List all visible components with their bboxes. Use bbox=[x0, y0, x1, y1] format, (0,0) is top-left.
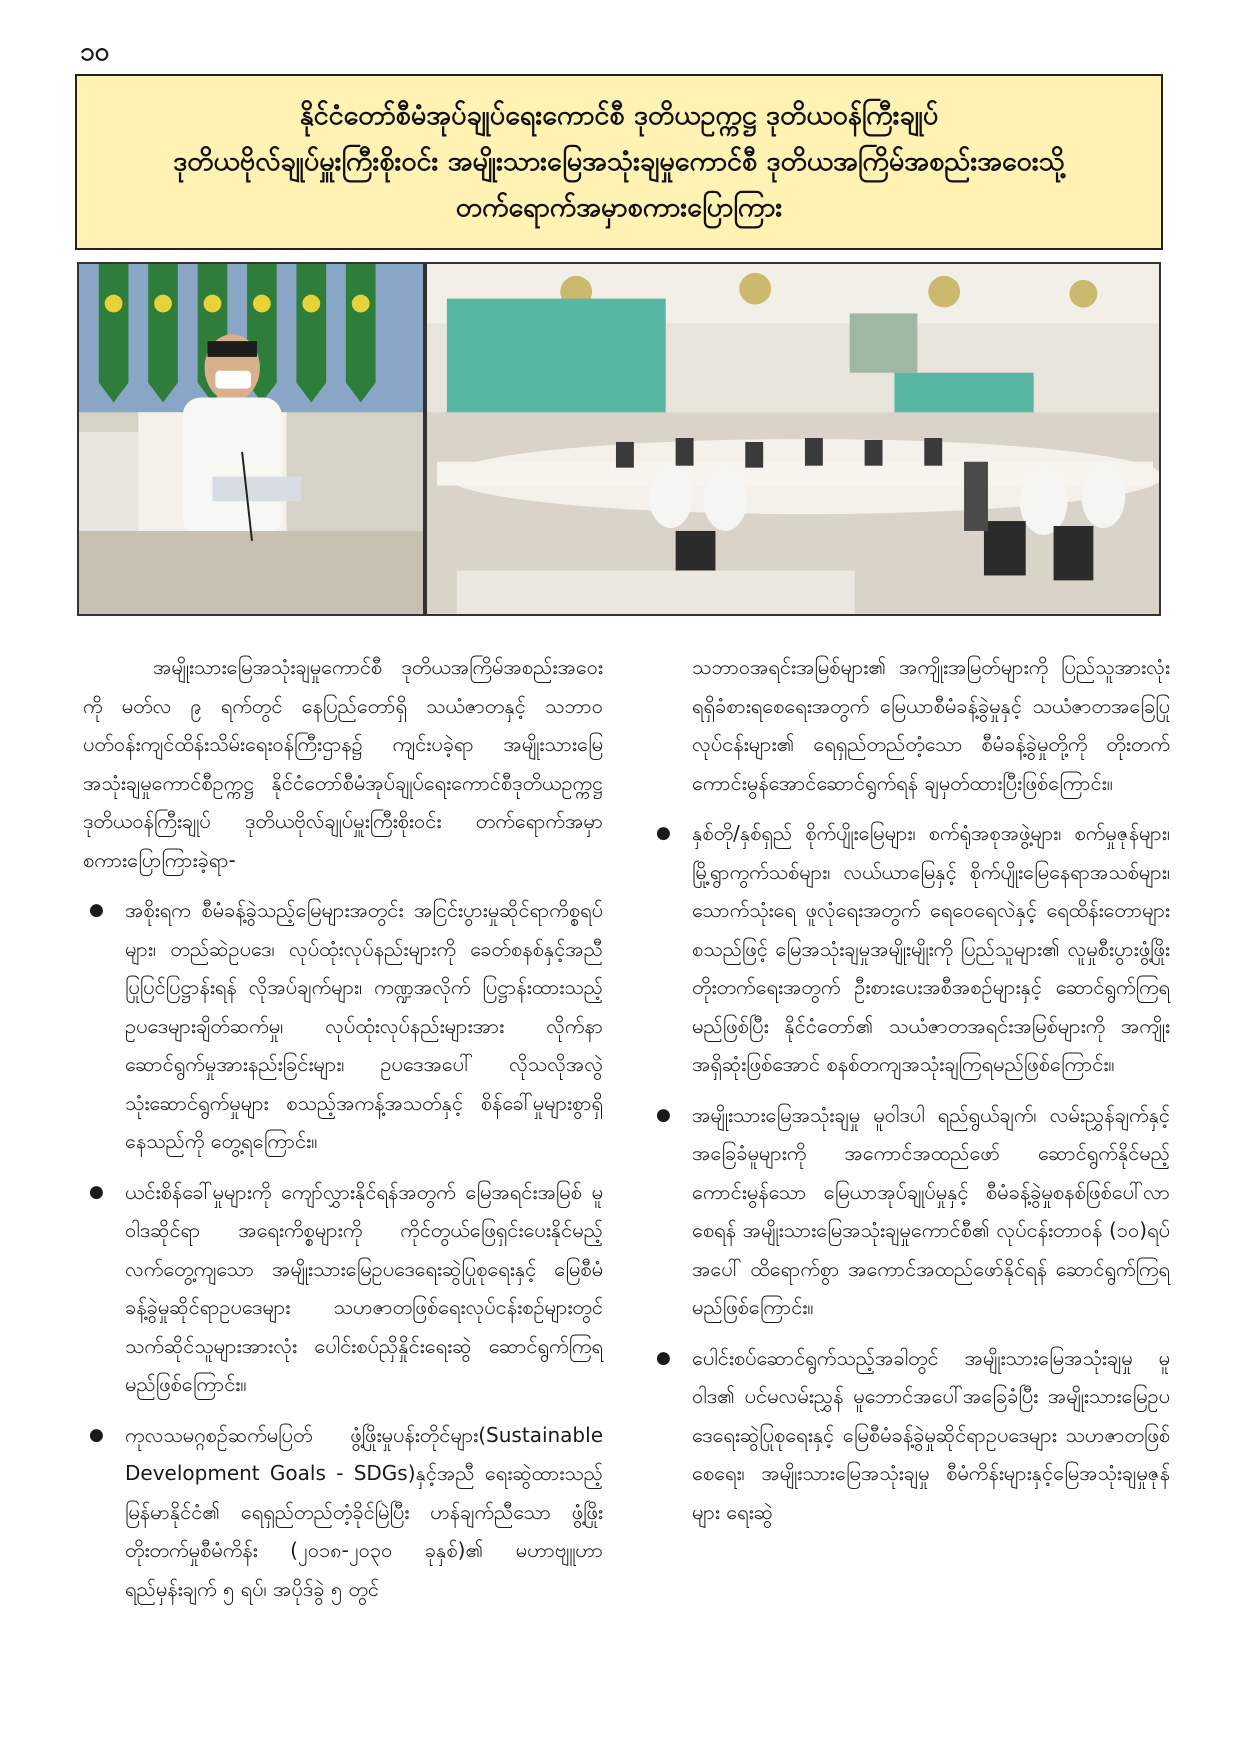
bullet-item: ● နှစ်တို/နှစ်ရှည် စိုက်ပျိုးမြေများ၊ စက်ရုံအစုအဖွဲ့များ၊ စက်မှုဇုန်များ၊ မြို့ရွာကွက်သစ်များ၊ လယ်ယာမြေနှင့် စိုက်ပျိုးမြေနေရာအသစ်များ၊ သောက်သုံးရေ ဖူလုံရေးအတွက် ရေဝေရေလဲနှင့် ရေထိန်းတောများစသည်ဖြင့် မြေအသုံးချမှုအမျိုးမျိုးကို ပြည်သူများ၏ လူမှုစီးပွားဖွံ့ဖြိုးတိုးတက်ရေးအတွက် ဦးစားပေးအစီအစဉ်များနှင့် ဆောင်ရွက်ကြရမည်ဖြစ်ပြီး နိုင်ငံတော်၏ သယံဇာတအရင်းအမြစ်များကို အကျိုးအရှိဆုံးဖြစ်အောင် စနစ်တကျအသုံးချကြရမည်ဖြစ်ကြောင်း။ bbox=[650, 814, 1170, 1084]
headline-line-3: တက်ရောက်အမှာစကားပြောကြား bbox=[455, 192, 783, 223]
headline-line-2: ဒုတိယဗိုလ်ချုပ်မှူးကြီးစိုးဝင်း အမျိုးသားမြေအသုံးချမှုကောင်စီ ဒုတိယအကြိမ်အစည်းအဝေးသို့ bbox=[173, 146, 1065, 177]
left-bullet-list bbox=[83, 891, 603, 1608]
speaker-photo bbox=[77, 262, 425, 616]
bullet-item: ● အမျိုးသားမြေအသုံးချမှု မူဝါဒပါ ရည်ရွယ်ချက်၊ လမ်းညွှန်ချက်နှင့် အခြေခံမူများကို အကောင်အထည်ဖော် ဆောင်ရွက်နိုင်မည့် ကောင်းမွန်သော မြေယာအုပ်ချုပ်မှုနှင့် စီမံခန့်ခွဲမှုစနစ်ဖြစ်ပေါ်လာစေရန် အမျိုးသားမြေအသုံးချမှုကောင်စီ၏ လုပ်ငန်းတာဝန် (၁၀)ရပ်အပေါ် ထိရောက်စွာ အကောင်အထည်ဖော်နိုင်ရန် ဆောင်ရွက်ကြရမည်ဖြစ်ကြောင်း။ bbox=[650, 1096, 1170, 1327]
meeting-hall-illustration bbox=[427, 264, 1159, 614]
continuation-paragraph: သဘာဝအရင်းအမြစ်များ၏ အကျိုးအမြတ်များကို ပြည်သူအားလုံးရရှိခံစားရစေရေးအတွက် မြေယာစီမံခန့်ခွဲမှုနှင့် သယံဇာတအခြေပြုလုပ်ငန်းများ၏ ရေရှည်တည်တံ့သော စီမံခန့်ခွဲမှုတို့ကို တိုးတက်ကောင်းမွန်အောင်ဆောင်ရွက်ရန် ချမှတ်ထားပြီးဖြစ်ကြောင်း။ bbox=[692, 655, 1170, 795]
right-bullet-list bbox=[650, 814, 1170, 1531]
bullet-item: ● ပေါင်းစပ်ဆောင်ရွက်သည့်အခါတွင် အမျိုးသားမြေအသုံးချမှု မူဝါဒ၏ ပင်မလမ်းညွှန် မူဘောင်အပေါ်အခြေခံပြီး အမျိုးသားမြေဥပဒေရေးဆွဲပြုစုရေးနှင့် မြေစီမံခန့်ခွဲမှုဆိုင်ရာဥပဒေများ သဟဇာတဖြစ်စေရေး၊ အမျိုးသားမြေအသုံးချမှု စီမံကိန်းများနှင့်မြေအသုံးချမှုဇုန်များ ရေးဆွဲ bbox=[650, 1339, 1170, 1532]
meeting-hall-photo bbox=[425, 262, 1161, 616]
headline-box bbox=[75, 74, 1163, 250]
right-column bbox=[650, 648, 1170, 1531]
bullet-item: ● အစိုးရက စီမံခန့်ခွဲသည့်မြေများအတွင်း အငြင်းပွားမှုဆိုင်ရာကိစ္စရပ်များ၊ တည်ဆဲဥပဒေ၊ လုပ်ထုံးလုပ်နည်းများကို ခေတ်စနစ်နှင့်အညီ ပြုပြင်ပြဋ္ဌာန်းရန် လိုအပ်ချက်များ၊ ကဏ္ဍအလိုက် ပြဋ္ဌာန်းထားသည့် ဥပဒေများချိတ်ဆက်မှု၊ လုပ်ထုံးလုပ်နည်းများအား လိုက်နာဆောင်ရွက်မှုအားနည်းခြင်းများ၊ ဥပဒေအပေါ် လိုသလိုအလွဲသုံးဆောင်ရွက်မှုများ စသည့်အကန့်အသတ်နှင့် စိန်ခေါ်မှုများစွာရှိနေသည်ကို တွေ့ရကြောင်း။ bbox=[83, 891, 603, 1161]
headline-line-1: နိုင်ငံတော်စီမံအုပ်ချုပ်ရေးကောင်စီ ဒုတိယဥက္ကဋ္ဌ ဒုတိယဝန်ကြီးချုပ် bbox=[299, 100, 939, 131]
intro-paragraph: အမျိုးသားမြေအသုံးချမှုကောင်စီ ဒုတိယအကြိမ်အစည်းအဝေးကို မတ်လ ၉ ရက်တွင် နေပြည်တော်ရှိ သယံဇာတနှင့် သဘာဝပတ်ဝန်းကျင်ထိန်းသိမ်းရေးဝန်ကြီးဌာန၌ ကျင်းပခဲ့ရာ အမျိုးသားမြေအသုံးချမှုကောင်စီဥက္ကဋ္ဌ နိုင်ငံတော်စီမံအုပ်ချုပ်ရေးကောင်စီဒုတိယဥက္ကဋ္ဌ ဒုတိယဝန်ကြီးချုပ် ဒုတိယဗိုလ်ချုပ်မှူးကြီးစိုးဝင်း တက်ရောက်အမှာစကားပြောကြားခဲ့ရာ- bbox=[83, 655, 603, 872]
speaker-photo-illustration bbox=[79, 264, 423, 614]
bullet-item: ● ယင်းစိန်ခေါ်မှုများကို ကျော်လွှားနိုင်ရန်အတွက် မြေအရင်းအမြစ် မူဝါဒဆိုင်ရာ အရေးကိစ္စများကို ကိုင်တွယ်ဖြေရှင်းပေးနိုင်မည့် လက်တွေ့ကျသော အမျိုးသားမြေဥပဒေရေးဆွဲပြုစုရေးနှင့် မြေစီမံခန့်ခွဲမှုဆိုင်ရာဥပဒေများ သဟဇာတဖြစ်ရေးလုပ်ငန်းစဉ်များတွင် သက်ဆိုင်သူများအားလုံး ပေါင်းစပ်ညှိနှိုင်းရေးဆွဲ ဆောင်ရွက်ကြရမည်ဖြစ်ကြောင်း။ bbox=[83, 1173, 603, 1404]
bullet-item: ● ကုလသမဂ္ဂစဉ်ဆက်မပြတ် ဖွံ့ဖြိုးမှုပန်းတိုင်များ(Sustainable Development Goals - SDGs)နှင့်အညီ ရေးဆွဲထားသည့် မြန်မာနိုင်ငံ၏ ရေရှည်တည်တံ့ခိုင်မြဲပြီး ဟန်ချက်ညီသော ဖွံ့ဖြိုးတိုးတက်မှုစီမံကိန်း (၂၀၁၈-၂၀၃၀ ခုနှစ်)၏ မဟာဗျူဟာရည်မှန်းချက် ၅ ရပ်၊ အပိုဒ်ခွဲ ၅ တွင် bbox=[83, 1416, 603, 1609]
page-number: ၁၀ bbox=[80, 37, 110, 67]
left-column bbox=[83, 648, 603, 1608]
